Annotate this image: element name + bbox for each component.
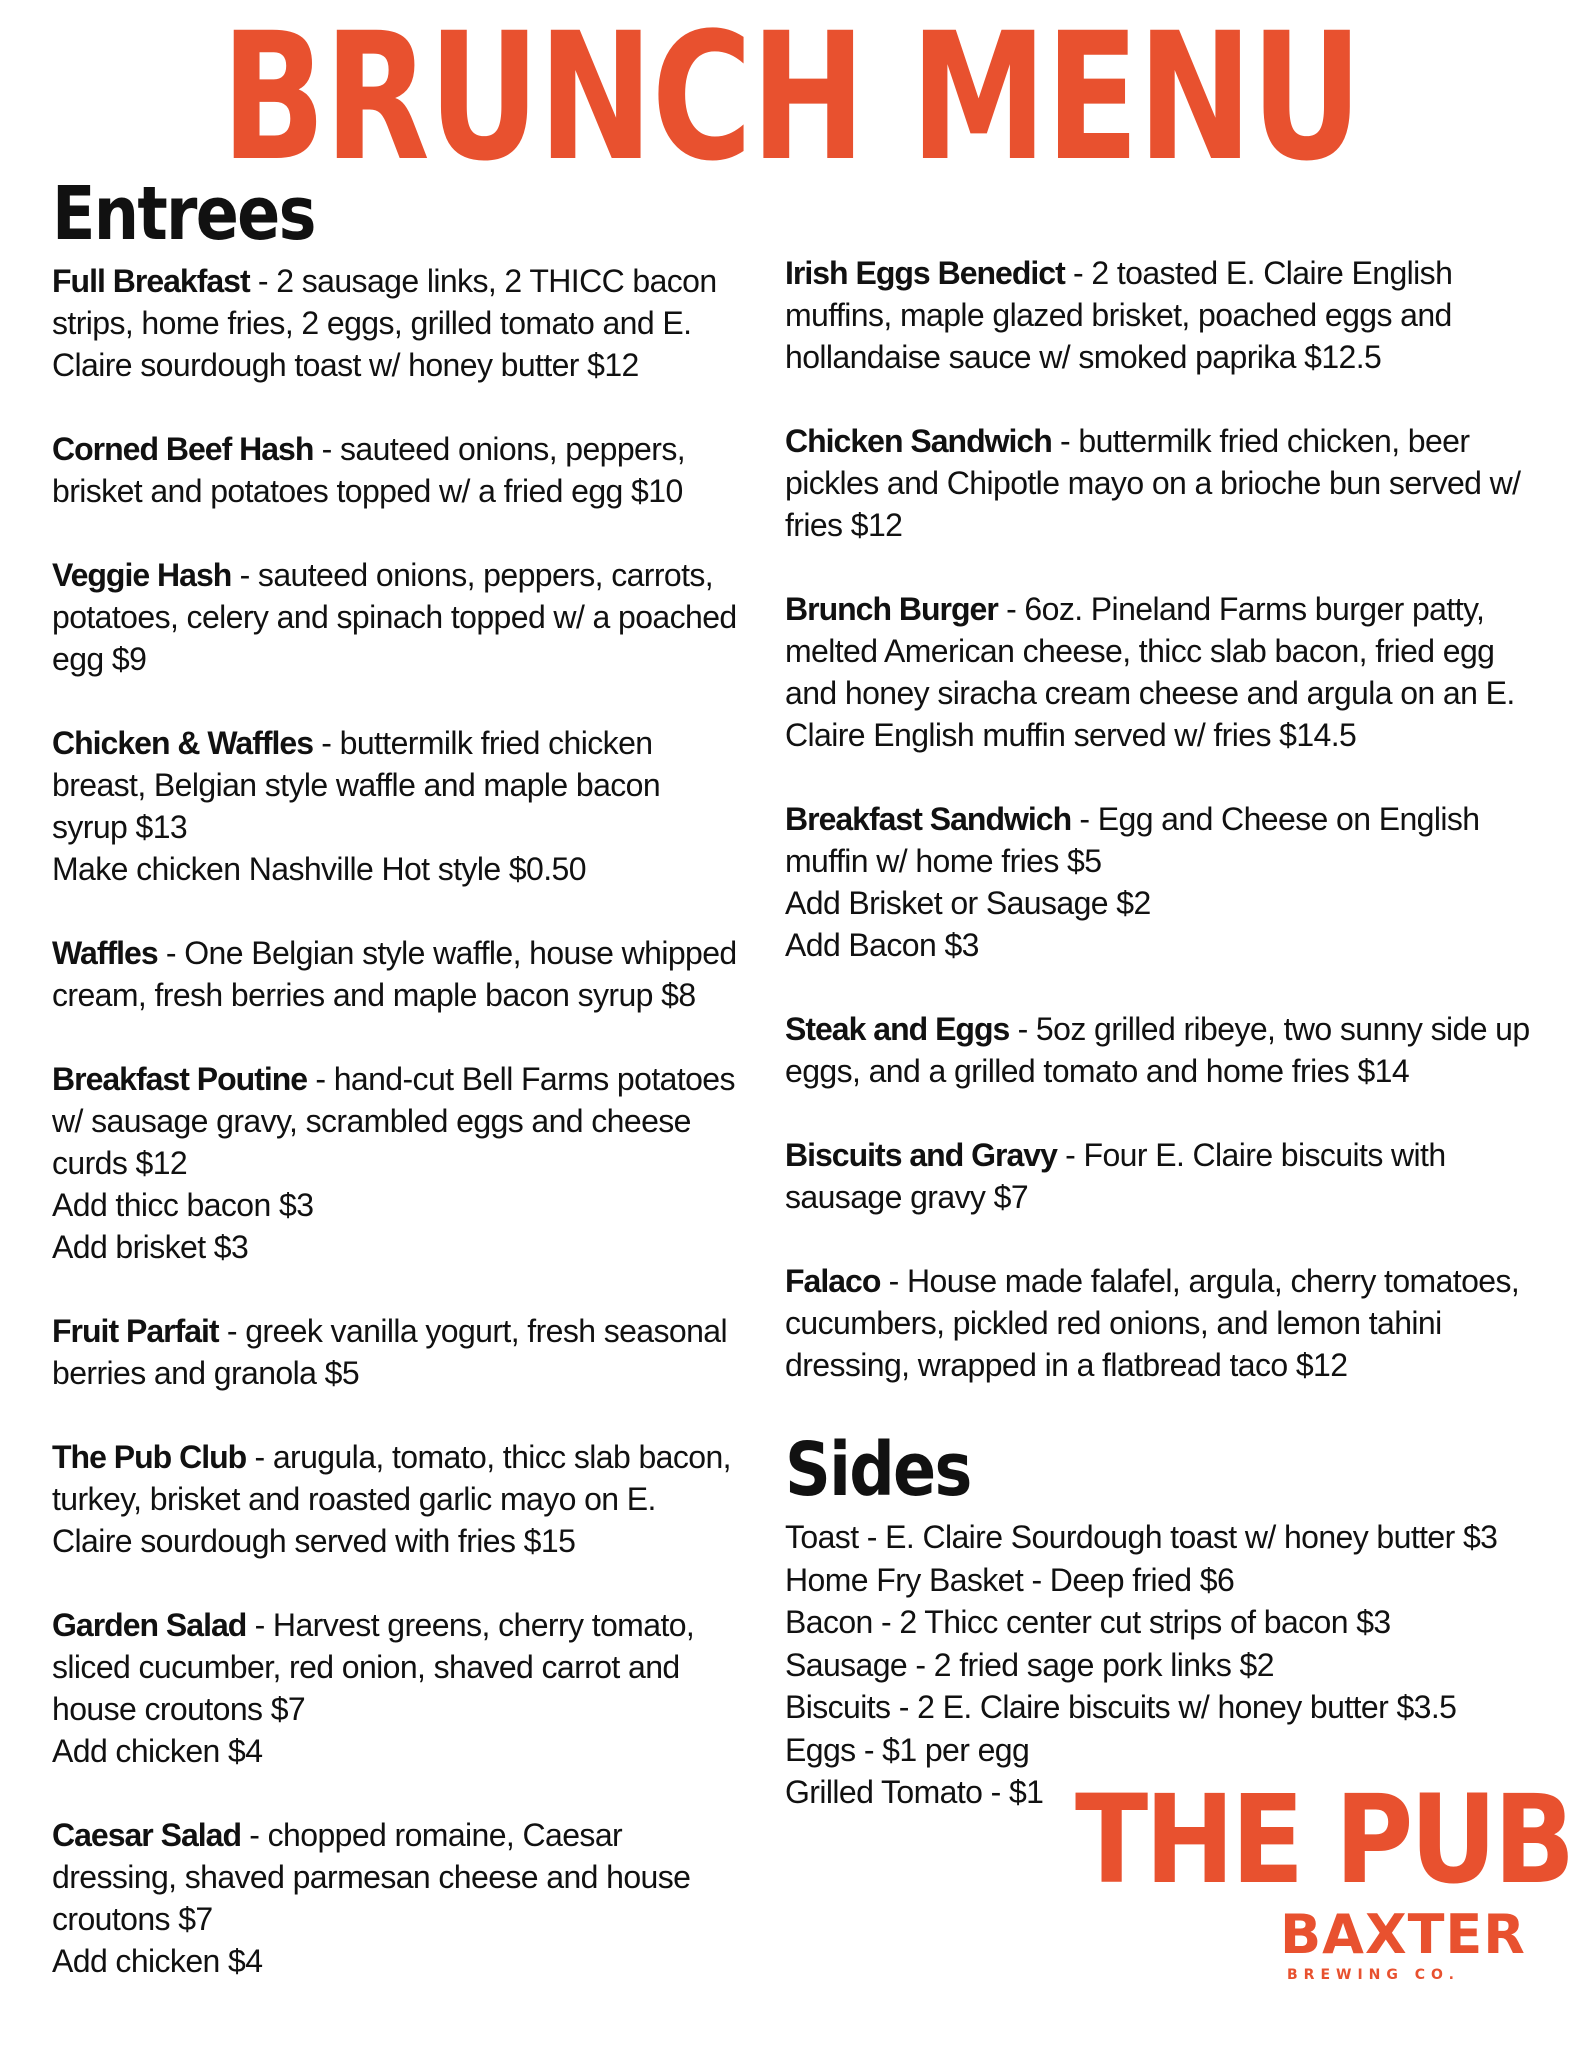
side-item: Sausage - 2 fried sage pork links $2 xyxy=(785,1646,1274,1683)
menu-item xyxy=(52,1058,772,1268)
menu-item-description: - hand-cut Bell Farms potatoes xyxy=(307,1061,735,1097)
menu-item-name: Veggie Hash xyxy=(52,557,232,593)
menu-item-line: fries $12 xyxy=(785,507,903,543)
side-item: Biscuits - 2 E. Claire biscuits w/ honey butter $3.5 xyxy=(785,1689,1457,1725)
menu-item-line: breast, Belgian style waffle and maple bacon xyxy=(52,767,661,803)
menu-item-description: - 5oz grilled ribeye, two sunny side up xyxy=(1009,1011,1530,1047)
menu-item-line xyxy=(52,1058,772,1100)
menu-item-line xyxy=(785,252,1545,294)
menu-item xyxy=(785,588,1545,756)
menu-item-line: sliced cucumber, red onion, shaved carrot and xyxy=(52,1649,680,1685)
menu-item-name: Corned Beef Hash xyxy=(52,431,314,467)
side-item: Eggs - $1 per egg xyxy=(785,1731,1030,1768)
menu-item-line xyxy=(52,1436,772,1478)
menu-item-line: w/ sausage gravy, scrambled eggs and cheese xyxy=(52,1103,691,1139)
menu-item-line: Claire sourdough served with fries $15 xyxy=(52,1523,576,1559)
menu-item xyxy=(52,1604,772,1772)
menu-item-name: Garden Salad xyxy=(52,1607,247,1643)
menu-item-line: muffin w/ home fries $5 xyxy=(785,843,1102,879)
menu-item-line xyxy=(785,1008,1545,1050)
menu-item xyxy=(52,1310,772,1394)
menu-item-description: - sauteed onions, peppers, xyxy=(313,431,686,467)
menu-item-line xyxy=(52,1814,772,1856)
left-column xyxy=(52,172,772,2024)
menu-title: BRUNCH MENU xyxy=(221,0,1361,200)
menu-item-line: house croutons $7 xyxy=(52,1691,306,1727)
menu-item-line: dressing, wrapped in a flatbread taco $12 xyxy=(785,1347,1348,1383)
menu-item-name: Steak and Eggs xyxy=(785,1011,1010,1047)
menu-item-line xyxy=(52,554,772,596)
menu-item-description: - 2 sausage links, 2 THICC bacon xyxy=(249,263,717,299)
menu-item-name: The Pub Club xyxy=(52,1439,247,1475)
entrees-right-list xyxy=(785,252,1545,1386)
menu-item-line: Make chicken Nashville Hot style $0.50 xyxy=(52,851,586,887)
menu-item-line xyxy=(785,588,1545,630)
menu-item xyxy=(52,1814,772,1982)
menu-item-line: curds $12 xyxy=(52,1145,188,1181)
menu-item xyxy=(52,1436,772,1562)
right-column xyxy=(785,252,1545,1814)
menu-item xyxy=(785,252,1545,378)
menu-item-description: - Egg and Cheese on English xyxy=(1071,801,1480,837)
menu-item xyxy=(52,428,772,512)
sides-heading: Sides xyxy=(785,1427,971,1513)
menu-item-line: sausage gravy $7 xyxy=(785,1179,1029,1215)
menu-item-line: Add brisket $3 xyxy=(52,1229,249,1265)
menu-item-line: egg $9 xyxy=(52,641,147,677)
menu-item-line: pickles and Chipotle mayo on a brioche bun served w/ xyxy=(785,465,1521,501)
menu-item-line: strips, home fries, 2 eggs, grilled tomato and E. xyxy=(52,305,692,341)
menu-item-description: - buttermilk fried chicken, beer xyxy=(1051,423,1470,459)
menu-item-line: hollandaise sauce w/ smoked paprika $12.5 xyxy=(785,339,1382,375)
menu-item-name: Brunch Burger xyxy=(785,591,998,627)
menu-item-line xyxy=(52,932,772,974)
menu-item-line: cucumbers, pickled red onions, and lemon tahini xyxy=(785,1305,1442,1341)
menu-item-name: Fruit Parfait xyxy=(52,1313,219,1349)
menu-item-line xyxy=(785,1134,1545,1176)
menu-item-line: potatoes, celery and spinach topped w/ a poached xyxy=(52,599,737,635)
menu-item-description: - 6oz. Pineland Farms burger patty, xyxy=(997,591,1485,627)
menu-item-line: Claire sourdough toast w/ honey butter $12 xyxy=(52,347,639,383)
menu-item xyxy=(785,1008,1545,1092)
menu-item xyxy=(52,260,772,386)
menu-item-description: - arugula, tomato, thicc slab bacon, xyxy=(246,1439,731,1475)
menu-item xyxy=(785,1260,1545,1386)
menu-item-description: - Harvest greens, cherry tomato, xyxy=(246,1607,695,1643)
menu-item xyxy=(785,420,1545,546)
menu-item-line: cream, fresh berries and maple bacon syrup $8 xyxy=(52,977,696,1013)
menu-item-name: Falaco xyxy=(785,1263,881,1299)
menu-item-description: - greek vanilla yogurt, fresh seasonal xyxy=(218,1313,728,1349)
menu-item-line: turkey, brisket and roasted garlic mayo on E. xyxy=(52,1481,656,1517)
menu-item-line: berries and granola $5 xyxy=(52,1355,360,1391)
menu-item-line: brisket and potatoes topped w/ a fried egg $10 xyxy=(52,473,683,509)
menu-item-line xyxy=(785,798,1545,840)
menu-item-description: - One Belgian style waffle, house whipped xyxy=(157,935,737,971)
menu-item-name: Full Breakfast xyxy=(52,263,250,299)
menu-item-name: Chicken Sandwich xyxy=(785,423,1052,459)
menu-item-line: melted American cheese, thicc slab bacon, fried egg xyxy=(785,633,1495,669)
menu-item-line xyxy=(785,1260,1545,1302)
menu-item-line xyxy=(52,1604,772,1646)
menu-item-description: - House made falafel, argula, cherry tomatoes, xyxy=(880,1263,1520,1299)
entrees-left-list xyxy=(52,260,772,1982)
menu-item-line: muffins, maple glazed brisket, poached eggs and xyxy=(785,297,1452,333)
side-item: Toast - E. Claire Sourdough toast w/ honey butter $3 xyxy=(785,1519,1498,1555)
menu-item-name: Chicken & Waffles xyxy=(52,725,313,761)
menu-item-description: - buttermilk fried chicken xyxy=(312,725,653,761)
menu-item-description: - chopped romaine, Caesar xyxy=(241,1817,623,1853)
menu-item-line: Add Brisket or Sausage $2 xyxy=(785,885,1151,921)
menu-item-line: Claire English muffin served w/ fries $14.5 xyxy=(785,717,1357,753)
menu-item-line xyxy=(52,1310,772,1352)
menu-item-description: - Four E. Claire biscuits with xyxy=(1056,1137,1446,1173)
menu-item-name: Caesar Salad xyxy=(52,1817,242,1853)
menu-item-line: and honey siracha cream cheese and argula on an E. xyxy=(785,675,1515,711)
menu-item xyxy=(52,722,772,890)
menu-item-description: - sauteed onions, peppers, carrots, xyxy=(231,557,714,593)
menu-item-name: Waffles xyxy=(52,935,158,971)
menu-item xyxy=(785,798,1545,966)
logo-brewing-text: BREWING CO. xyxy=(1287,1967,1460,1983)
side-item: Bacon - 2 Thicc center cut strips of bacon $3 xyxy=(785,1604,1391,1640)
menu-item-line xyxy=(52,260,772,302)
the-pub-logo xyxy=(1075,1769,1572,2005)
menu-item-line: croutons $7 xyxy=(52,1901,213,1937)
menu-item-line: Add chicken $4 xyxy=(52,1733,263,1769)
side-item: Grilled Tomato - $1 xyxy=(785,1774,1044,1810)
menu-item-line: eggs, and a grilled tomato and home fries $14 xyxy=(785,1053,1410,1089)
menu-item-line: Add chicken $4 xyxy=(52,1943,263,1979)
menu-item xyxy=(52,554,772,680)
logo-main-text: THE PUB xyxy=(1075,1769,1572,1911)
menu-item xyxy=(785,1134,1545,1218)
menu-item-line: Add thicc bacon $3 xyxy=(52,1187,314,1223)
logo-baxter-text: BAXTER xyxy=(1280,1903,1526,1966)
menu-item-name: Breakfast Sandwich xyxy=(785,801,1072,837)
menu-item-line xyxy=(52,428,772,470)
menu-item-line xyxy=(785,420,1545,462)
menu-item-name: Breakfast Poutine xyxy=(52,1061,308,1097)
menu-item-name: Biscuits and Gravy xyxy=(785,1137,1057,1173)
menu-item-line: syrup $13 xyxy=(52,809,188,845)
menu-item xyxy=(52,932,772,1016)
menu-item-name: Irish Eggs Benedict xyxy=(785,255,1065,291)
entrees-heading: Entrees xyxy=(52,171,315,257)
menu-item-line xyxy=(52,722,772,764)
menu-item-line: dressing, shaved parmesan cheese and house xyxy=(52,1859,691,1895)
menu-item-description: - 2 toasted E. Claire English xyxy=(1064,255,1453,291)
side-item: Home Fry Basket - Deep fried $6 xyxy=(785,1561,1235,1598)
menu-item-line: Add Bacon $3 xyxy=(785,927,979,963)
